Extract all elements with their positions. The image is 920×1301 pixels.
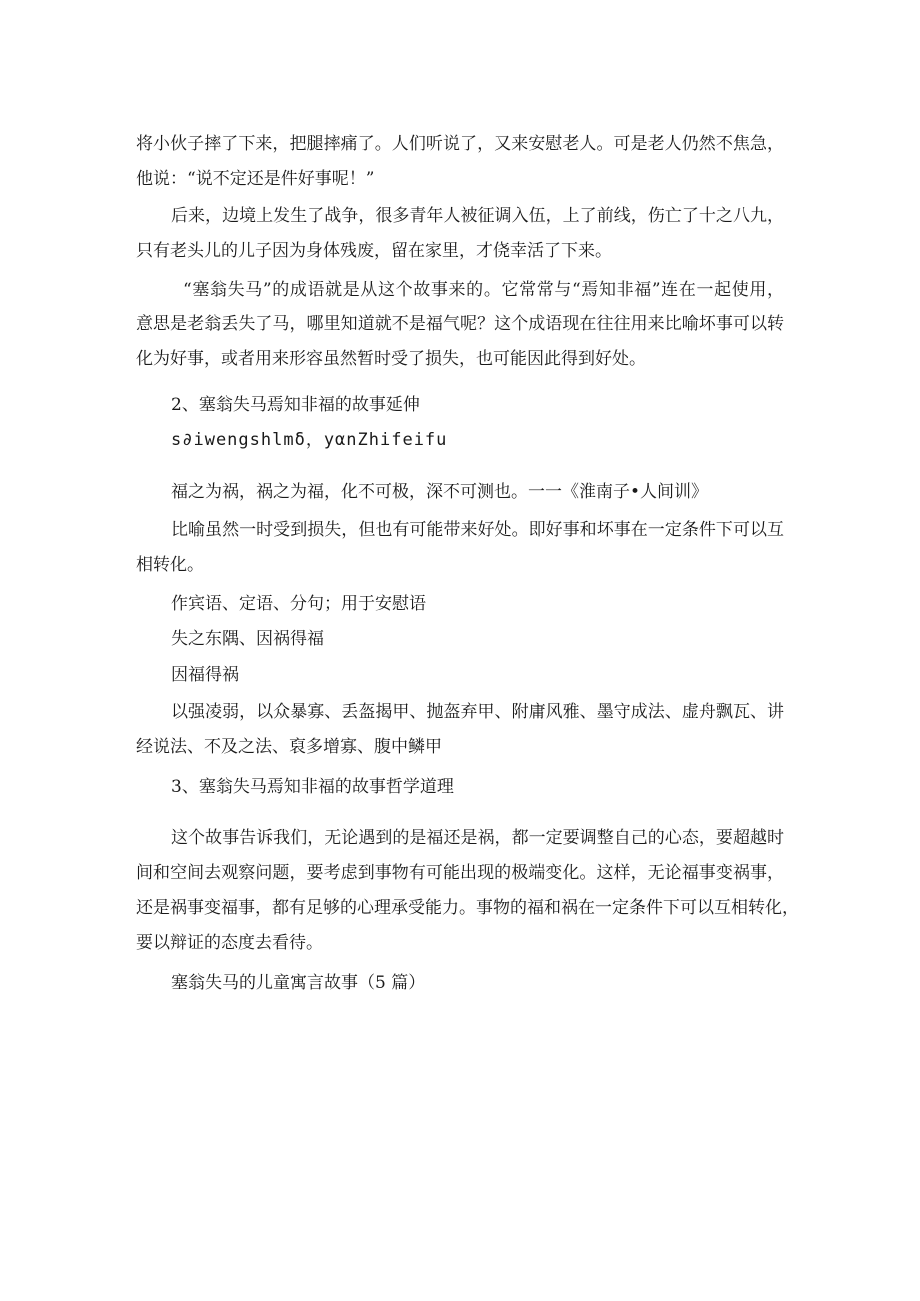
pinyin-line: s∂iwengshlmδ，yαnZhifeifu [171,430,448,450]
philosophy-line-4: 要以辩证的态度去看待。 [136,933,323,953]
usage-line: 作宾语、定语、分句；用于安慰语 [171,594,426,614]
synonyms-line: 失之东隅、因祸得福 [171,629,324,649]
antonyms-line: 因福得祸 [171,665,239,685]
paragraph-1-line-2: 他说：“说不定还是件好事呢！” [136,169,375,189]
paragraph-2-line-1: 后来，边境上发生了战争，很多青年人被征调入伍，上了前线，伤亡了十之八九， [171,206,784,226]
paragraph-3-line-1: “塞翁失马”的成语就是从这个故事来的。它常常与“焉知非福”连在一起使用， [183,280,784,300]
related-line-2: 经说法、不及之法、裒多增寡、腹中鳞甲 [136,737,442,757]
philosophy-line-2: 间和空间去观察问题，要考虑到事物有可能出现的极端变化。这样，无论福事变祸事， [136,863,784,883]
meaning-line-2: 相转化。 [136,555,204,575]
stories-title: 塞翁失马的儿童寓言故事（5 篇） [171,973,426,993]
paragraph-2-line-2: 只有老头儿的儿子因为身体残废，留在家里，才侥幸活了下来。 [136,241,612,261]
section-heading-3: 3、塞翁失马焉知非福的故事哲学道理 [171,777,454,797]
source-quote: 福之为祸，祸之为福，化不可极，深不可测也。一一《淮南子•人间训》 [171,482,709,502]
paragraph-3-line-3: 化为好事，或者用来形容虽然暂时受了损失，也可能因此得到好处。 [136,349,646,369]
section-heading-2: 2、塞翁失马焉知非福的故事延伸 [171,395,420,415]
paragraph-3-line-2: 意思是老翁丢失了马，哪里知道就不是福气呢？这个成语现在往往用来比喻坏事可以转 [136,314,784,334]
meaning-line-1: 比喻虽然一时受到损失，但也有可能带来好处。即好事和坏事在一定条件下可以互 [171,520,784,540]
philosophy-line-1: 这个故事告诉我们，无论遇到的是福还是祸，都一定要调整自己的心态，要超越时 [171,828,784,848]
related-line-1: 以强凌弱，以众暴寡、丢盔揭甲、抛盔弃甲、附庸风雅、墨守成法、虚舟飘瓦、讲 [171,702,784,722]
paragraph-1-line-1: 将小伙子摔了下来，把腿摔痛了。人们听说了，又来安慰老人。可是老人仍然不焦急， [136,134,784,154]
philosophy-line-3: 还是祸事变福事，都有足够的心理承受能力。事物的福和祸在一定条件下可以互相转化， [136,898,799,918]
